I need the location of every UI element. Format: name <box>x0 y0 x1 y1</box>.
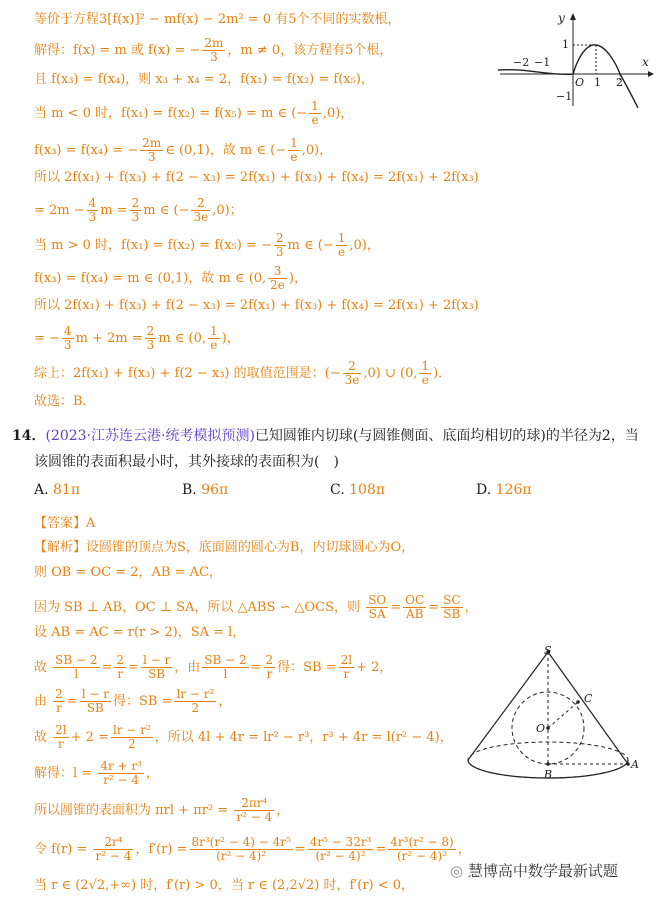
tick-label: 2 <box>616 76 623 89</box>
wechat-icon: ◎ <box>450 862 468 880</box>
analysis-line-4: 设 AB = AC = r(r > 2)，SA = l， <box>34 625 246 640</box>
tick-label: 1 <box>594 76 601 89</box>
label-A: A <box>631 758 639 771</box>
cone-side-right <box>548 652 628 764</box>
function-graph <box>496 8 656 108</box>
option-c[interactable]: C. 108π <box>330 482 386 498</box>
tick-label: −1 <box>556 90 573 103</box>
question-14-line-1: 14．(2023·江苏连云港·统考模拟预测)已知圆锥内切球(与圆锥侧面、底面均相切的球)的半径为2，当 <box>12 428 639 444</box>
analysis-line-1: 【解析】设圆锥的顶点为S，底面圆的圆心为B，内切球圆心为O， <box>34 540 415 555</box>
solution-line-4: 当 m < 0 时，f(x₁) = f(x₂) = f(x₅) = m ∈ (− $\frac{1}{e}$ ,0)， <box>34 99 354 127</box>
analysis-line-2: 则 OB = OC = 2，AB = AC， <box>34 565 222 580</box>
tick-label: −1 <box>534 56 551 69</box>
fraction: $\frac{\text{2πr⁴}}{\text{r² − 4}}$ <box>236 796 273 824</box>
fraction: $\frac{2}{3e}$ <box>344 359 360 387</box>
label-S: S <box>544 644 552 657</box>
fraction: $\frac{\text{lr − r²}}{2}$ <box>176 687 215 715</box>
fraction: $\frac{2}{3}$ <box>131 196 140 224</box>
fraction: $\frac{SC}{SB}$ <box>443 593 461 621</box>
analysis-line-5: 故 $\frac{SB - 2}{l}$ = $\frac{2}{r}$ = $\frac{l - r}{SB}$ ，由 $\frac{SB - 2}{l}$ = $\frac{2}{r}$ 得：SB = $\frac{2l}{r}$ + 2， <box>34 653 393 681</box>
fraction: $\frac{2}{r}$ <box>55 687 63 715</box>
option-d[interactable]: D. 126π <box>476 482 532 498</box>
analysis-line-7: 故 $\frac{2l}{r}$ + 2 = $\frac{\text{lr − r²}}{2}$ ，所以 4l + 4r = lr² − r³，r³ + 4r = l(r² − 4)， <box>34 723 453 751</box>
fraction: $\frac{2m}{3}$ <box>142 136 162 164</box>
fraction: $\frac{2}{3e}$ <box>193 196 209 224</box>
fraction: $\frac{\text{4r + r³}}{\text{r² − 4}}$ <box>100 759 142 787</box>
fraction: $\frac{\text{2r⁴}}{\text{r² − 4}}$ <box>95 835 132 863</box>
fraction: $\frac{SO}{SA}$ <box>368 593 387 621</box>
solution-line-13: 故选：B． <box>34 394 96 409</box>
cone-side-left <box>468 652 548 760</box>
y-axis-label: y <box>558 11 565 25</box>
solution-line-10: 所以 2f(x₁) + f(x₃) + f(2 − x₃) = 2f(x₁) + f(x₃) + f(x₄) = 2f(x₁) + 2f(x₃) <box>34 298 479 313</box>
fraction: $\frac{1}{e}$ <box>421 359 430 387</box>
fraction: $\frac{1}{e}$ <box>290 136 298 164</box>
tick-label: −2 <box>513 56 530 69</box>
point-C <box>576 700 580 704</box>
watermark: ◎ 慧博高中数学最新试题 <box>450 862 618 880</box>
label-B: B <box>544 768 553 781</box>
fraction: $\frac{3}{2e}$ <box>270 264 285 292</box>
solution-line-11: = − $\frac{4}{3}$ m + 2m = $\frac{2}{3}$ m ∈ (0, $\frac{1}{e}$ )， <box>34 324 240 352</box>
label-C: C <box>584 692 593 705</box>
solution-line-6: 所以 2f(x₁) + f(x₃) + f(2 − x₃) = 2f(x₁) + f(x₃) + f(x₄) = 2f(x₁) + 2f(x₃) <box>34 170 479 185</box>
fraction: $\frac{2}{r}$ <box>116 653 125 681</box>
point-B <box>546 762 550 766</box>
fraction: $\frac{l - r}{SB}$ <box>142 653 171 681</box>
option-a[interactable]: A. 81π <box>34 482 81 498</box>
solution-line-9: f(x₃) = f(x₄) = m ∈ (0,1)，故 m ∈ (0, $\frac{3}{2e}$ )， <box>34 264 307 292</box>
fraction: $\frac{2l}{r}$ <box>55 723 67 751</box>
x-axis-arrow <box>648 71 654 77</box>
analysis-line-6: 由 $\frac{2}{r}$ = $\frac{l - r}{SB}$ 得：SB = $\frac{\text{lr − r²}}{2}$ ， <box>34 687 232 715</box>
fraction: $\frac{1}{e}$ <box>311 99 319 127</box>
analysis-line-3: 因为 SB ⊥ AB，OC ⊥ SA，所以 △ABS ∽ △OCS，则 $\frac{SO}{SA}$ = $\frac{OC}{AB}$ = $\frac{SC}{SB}$ ， <box>34 593 478 621</box>
fraction: $\frac{\text{4r⁵ − 32r³}}{\text{(r² − 4)²}}$ <box>309 835 372 863</box>
analysis-line-11: 当 r ∈ (2√2,+∞) 时，f′(r) > 0，当 r ∈ (2,2√2) 时，f′(r) < 0， <box>34 878 415 893</box>
fraction: $\frac{l - r}{SB}$ <box>81 687 109 715</box>
analysis-line-10: 令 f(r) = $\frac{\text{2r⁴}}{\text{r² − 4}}$ ，f′(r) = $\frac{\text{8r³(r² − 4) − 4r⁵}}{\text{(r² − 4)²}}$ = $\frac{\text{4r⁵ − 32r³}}{\text{(r² − 4)²}}$ = $\frac{\text{4r³(r² − 8)}}{\text{(r² − 4)²}}$ ， <box>34 835 471 863</box>
solution-line-3: 且 f(x₃) = f(x₄)，则 x₃ + x₄ = 2，f(x₁) = f(x₂) = f(x₅)， <box>34 72 374 87</box>
point-A <box>626 762 630 766</box>
solution-line-5: f(x₃) = f(x₄) = − $\frac{2m}{3}$ ∈ (0,1)，故 m ∈ (− $\frac{1}{e}$ ,0)， <box>34 136 333 164</box>
fraction: $\frac{2}{3}$ <box>146 324 155 352</box>
fraction: $\frac{\text{lr − r²}}{2}$ <box>112 723 151 751</box>
fraction: $\frac{2l}{r}$ <box>340 653 353 681</box>
solution-line-7: = 2m − $\frac{4}{3}$ m = $\frac{2}{3}$ m ∈ (− $\frac{2}{3e}$ ,0)； <box>34 196 243 224</box>
answer-line: 【答案】A <box>34 516 96 531</box>
fraction: $\frac{\text{8r³(r² − 4) − 4r⁵}}{\text{(r² − 4)²}}$ <box>191 835 291 863</box>
point-O <box>546 726 550 730</box>
fraction: $\frac{1}{e}$ <box>210 324 218 352</box>
solution-line-2: 解得：f(x) = m 或 f(x) = − $\frac{2m}{3}$ ，m ≠ 0，该方程有5个根， <box>34 36 393 64</box>
solution-line-12: 综上：2f(x₁) + f(x₃) + f(2 − x₃) 的取值范围是：(− $\frac{2}{3e}$ ,0) ∪ (0, $\frac{1}{e}$ )． <box>34 359 452 387</box>
fraction: $\frac{SB - 2}{l}$ <box>55 653 98 681</box>
fraction: $\frac{4}{3}$ <box>63 324 72 352</box>
fraction: $\frac{4}{3}$ <box>88 196 97 224</box>
x-axis-label: x <box>642 55 649 69</box>
fraction: $\frac{\text{4r³(r² − 8)}}{\text{(r² − 4)²}}$ <box>390 835 454 863</box>
question-14-line-2: 该圆锥的表面积最小时，其外接球的表面积为( ) <box>34 454 339 470</box>
solution-line-1: 等价于方程3[f(x)]² − mf(x) − 2m² = 0 有5个不同的实数根， <box>34 12 401 27</box>
option-b[interactable]: B. 96π <box>182 482 229 498</box>
fraction: $\frac{1}{e}$ <box>337 231 346 259</box>
fraction: $\frac{2}{3}$ <box>275 231 284 259</box>
radius-OC <box>548 702 578 728</box>
analysis-line-8: 解得：l = $\frac{\text{4r + r³}}{\text{r² − 4}}$ ， <box>34 759 159 787</box>
solution-line-8: 当 m > 0 时，f(x₁) = f(x₂) = f(x₅) = − $\frac{2}{3}$ m ∈ (− $\frac{1}{e}$ ,0)， <box>34 231 380 259</box>
cone-diagram <box>460 644 650 784</box>
origin-label: O <box>575 76 585 89</box>
fraction: $\frac{2m}{3}$ <box>204 36 224 64</box>
label-O: O <box>536 722 546 735</box>
fraction: $\frac{2}{r}$ <box>265 653 274 681</box>
analysis-line-9: 所以圆锥的表面积为 πrl + πr² = $\frac{\text{2πr⁴}}{\text{r² − 4}}$ ， <box>34 796 290 824</box>
tick-label: 1 <box>562 38 569 51</box>
y-axis-arrow <box>570 13 576 20</box>
fraction: $\frac{OC}{AB}$ <box>405 593 425 621</box>
fraction: $\frac{SB - 2}{l}$ <box>204 653 247 681</box>
